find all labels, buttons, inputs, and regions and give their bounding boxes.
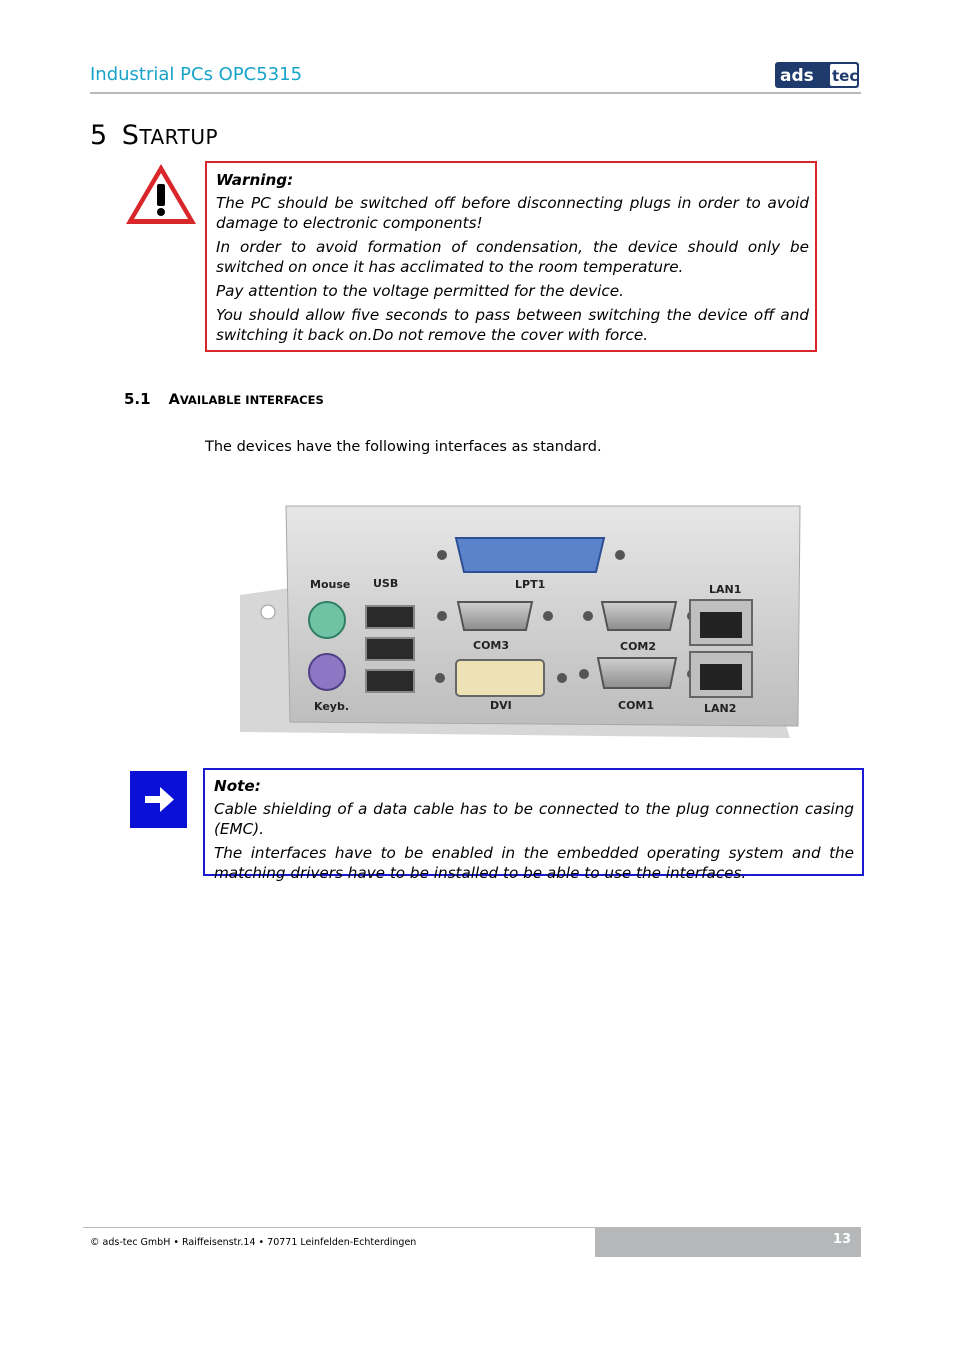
section-heading [124, 390, 324, 408]
label-mouse: Mouse [310, 578, 351, 591]
note-heading: Note: [214, 777, 261, 795]
page-number-box [595, 1228, 861, 1257]
note-paragraph: Cable shielding of a data cable has to be connected to the plug connection casing (EMC). [214, 800, 854, 838]
arrow-right-icon [130, 771, 187, 828]
logo-text-right: tec [832, 67, 859, 85]
warning-paragraph: The PC should be switched off before disconnecting plugs in order to avoid damage to electronic components! [216, 194, 809, 232]
ads-tec-logo [775, 62, 859, 88]
warning-heading: Warning: [216, 171, 294, 189]
chapter-title-initial: S [121, 120, 140, 151]
footer-address: © ads-tec GmbH • Raiffeisenstr.14 • 70771 Leinfelden-Echterdingen [90, 1237, 417, 1248]
chapter-title-rest: TARTUP [139, 125, 219, 149]
section-intro-text: The devices have the following interfaces as standard. [205, 439, 602, 455]
label-com2: COM2 [620, 640, 657, 653]
logo-text-left: ads [780, 66, 814, 86]
warning-paragraph: You should allow five seconds to pass between switching the device off and switching it back on.Do not remove the cover with force. [216, 306, 809, 344]
note-box [203, 768, 864, 882]
chapter-heading [90, 120, 218, 151]
warning-paragraph: In order to avoid formation of condensation, the device should only be switched on once it has acclimated to the room temperature. [216, 238, 809, 276]
label-com3: COM3 [473, 639, 510, 652]
interfaces-photo [230, 500, 805, 750]
note-paragraph: The interfaces have to be enabled in the embedded operating system and the matching drivers have to be installed to be able to use the interfaces. [214, 844, 854, 882]
section-number: 5.1 [124, 390, 151, 408]
section-title-initial: A [168, 392, 180, 408]
warning-paragraph: Pay attention to the voltage permitted for the device. [216, 282, 624, 300]
label-lan1: LAN1 [709, 583, 742, 596]
page-number: 13 [832, 1232, 851, 1247]
label-com1: COM1 [618, 699, 655, 712]
label-keyb: Keyb. [314, 700, 350, 713]
label-dvi: DVI [490, 699, 512, 712]
label-lpt1: LPT1 [515, 578, 546, 591]
chapter-number: 5 [90, 120, 108, 151]
warning-box [205, 161, 817, 352]
label-lan2: LAN2 [704, 702, 737, 715]
warning-triangle-icon [124, 162, 198, 226]
header-divider [90, 92, 861, 94]
header-title: Industrial PCs OPC5315 [90, 64, 303, 85]
label-usb: USB [373, 577, 399, 590]
section-title-rest: VAILABLE INTERFACES [179, 393, 324, 407]
